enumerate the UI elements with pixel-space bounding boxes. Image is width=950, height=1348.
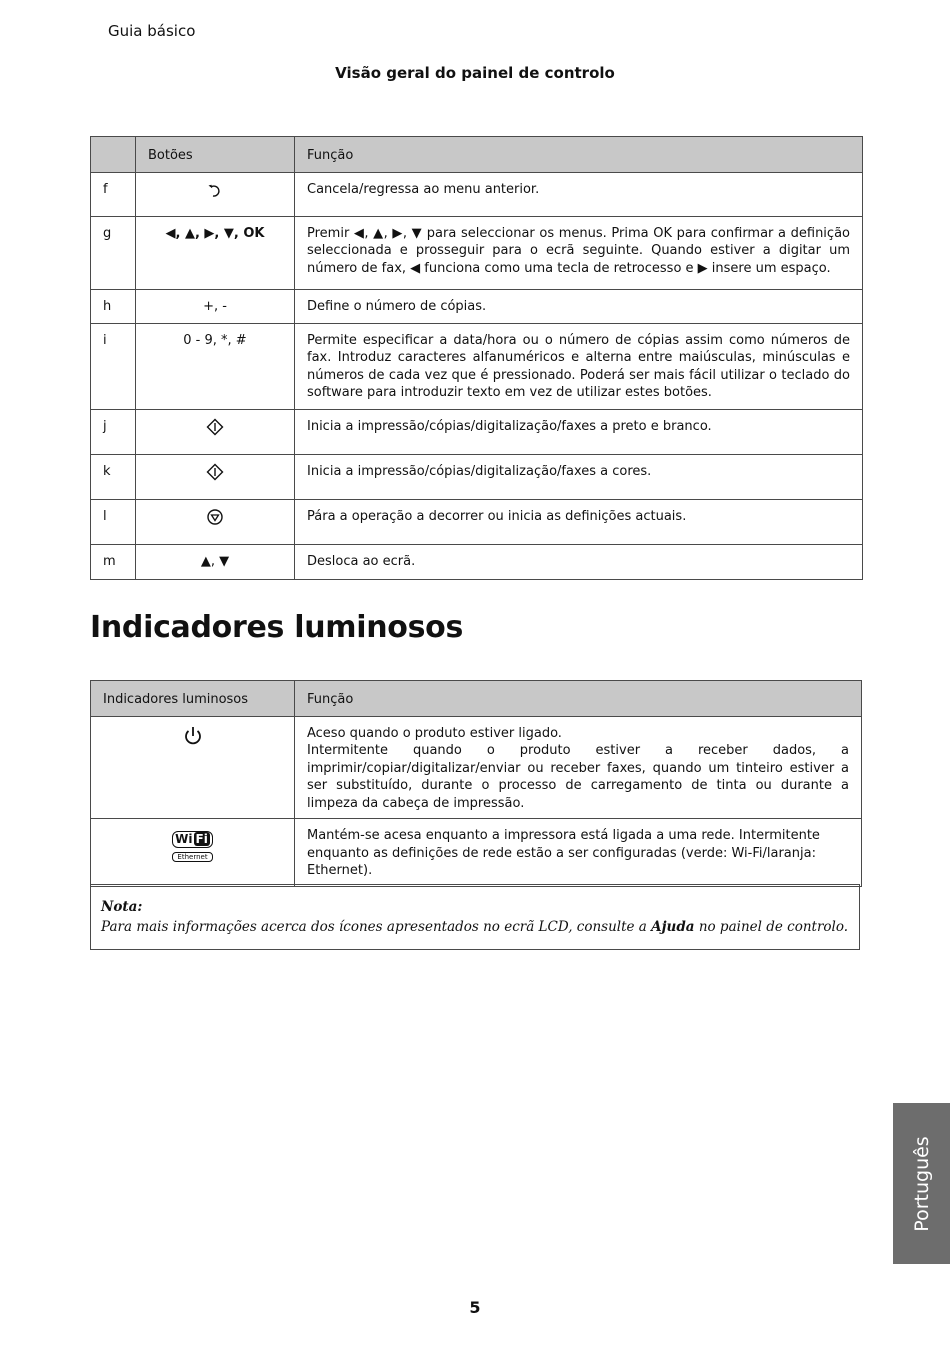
table-row [91, 216, 863, 289]
language-tab [893, 1103, 950, 1264]
wifi-text-fi: Fi [195, 832, 208, 846]
note-label: Nota: [101, 899, 143, 915]
header-title: Guia básico [108, 22, 196, 40]
wifi-badge [172, 831, 213, 848]
row-function: Premir ◀, ▲, ▶, ▼ para seleccionar os menus. Prima OK para confirmar a definição seleccionada e prosseguir para o ecrã seguinte. Quando estiver a digitar um número de fax, ◀ funciona como uma tecla de retrocesso e ▶ insere um espaço. [295, 216, 863, 289]
wifi-text-wi: Wi [175, 832, 193, 846]
row-button: +, - [136, 289, 295, 323]
table-row [91, 172, 863, 216]
header-indicator: Indicadores luminosos [91, 681, 295, 717]
header-buttons: Botões [136, 137, 295, 173]
power-icon [182, 725, 204, 747]
help-reference: Ajuda [651, 919, 695, 935]
row-function: Define o número de cópias. [295, 289, 863, 323]
row-key: h [91, 289, 136, 323]
row-key: i [91, 323, 136, 409]
function-line: Aceso quando o produto estiver ligado. [307, 725, 562, 741]
lights-table [90, 680, 862, 887]
row-function: Desloca ao ecrã. [295, 544, 863, 579]
row-button: 0 - 9, *, # [136, 323, 295, 409]
ethernet-badge: Ethernet [172, 852, 213, 862]
back-arrow-icon [207, 181, 223, 199]
wifi-ethernet-icon [172, 831, 213, 862]
page-number: 5 [469, 1298, 481, 1317]
table-row [91, 544, 863, 579]
function-line: Mantém-se acesa enquanto a impressora está ligada a uma rede. Intermitente enquanto as definições de rede estão a ser configuradas (verde: Wi-Fi/laranja: Ethernet). [295, 819, 862, 887]
table-row [91, 499, 863, 544]
row-function: Cancela/regressa ao menu anterior. [295, 172, 863, 216]
note-box [90, 884, 860, 950]
row-key: k [91, 454, 136, 499]
section-title: Indicadores luminosos [90, 610, 464, 645]
buttons-table-header [91, 137, 863, 173]
buttons-table [90, 136, 863, 580]
start-diamond-icon [206, 418, 224, 436]
header-function: Função [295, 681, 862, 717]
table-row [91, 716, 862, 819]
row-key: g [91, 216, 136, 289]
lights-table-header [91, 681, 862, 717]
header-key [91, 137, 136, 173]
header-function: Função [295, 137, 863, 173]
row-function: Inicia a impressão/cópias/digitalização/faxes a cores. [295, 454, 863, 499]
table-row [91, 454, 863, 499]
subsection-title: Visão geral do painel de controlo [335, 64, 615, 82]
row-function: Permite especificar a data/hora ou o número de cópias assim como números de fax. Introduz caracteres alfanuméricos e alterna entre maiúsculas, minúsculas e números de cada vez que é pressionado. Poderá ser mais fácil utilizar o teclado do software para introduzir texto em vez de utilizar estes botões. [295, 323, 863, 409]
row-button: ▲, ▼ [136, 544, 295, 579]
start-diamond-icon [206, 463, 224, 481]
note-text-before: Para mais informações acerca dos ícones apresentados no ecrã LCD, consulte a [101, 919, 652, 935]
row-button: ◀, ▲, ▶, ▼, OK [136, 216, 295, 289]
table-row [91, 289, 863, 323]
language-tab-label: Português [910, 1135, 933, 1232]
row-key: m [91, 544, 136, 579]
table-row [91, 819, 862, 887]
row-key: j [91, 409, 136, 454]
table-row [91, 323, 863, 409]
row-key: f [91, 172, 136, 216]
stop-icon [206, 508, 224, 526]
row-key: l [91, 499, 136, 544]
row-function: Inicia a impressão/cópias/digitalização/faxes a preto e branco. [295, 409, 863, 454]
row-function: Pára a operação a decorrer ou inicia as definições actuais. [295, 499, 863, 544]
note-text-after: no painel de controlo. [694, 919, 849, 935]
function-line: Intermitente quando o produto estiver a receber dados, a imprimir/copiar/digitalizar/enviar ou receber faxes, quando um tinteiro estiver a ser substituído, durante o processo de carregamento de tinta ou durante a limpeza da cabeça de impressão. [307, 743, 849, 811]
note-text [101, 919, 851, 935]
table-row [91, 409, 863, 454]
